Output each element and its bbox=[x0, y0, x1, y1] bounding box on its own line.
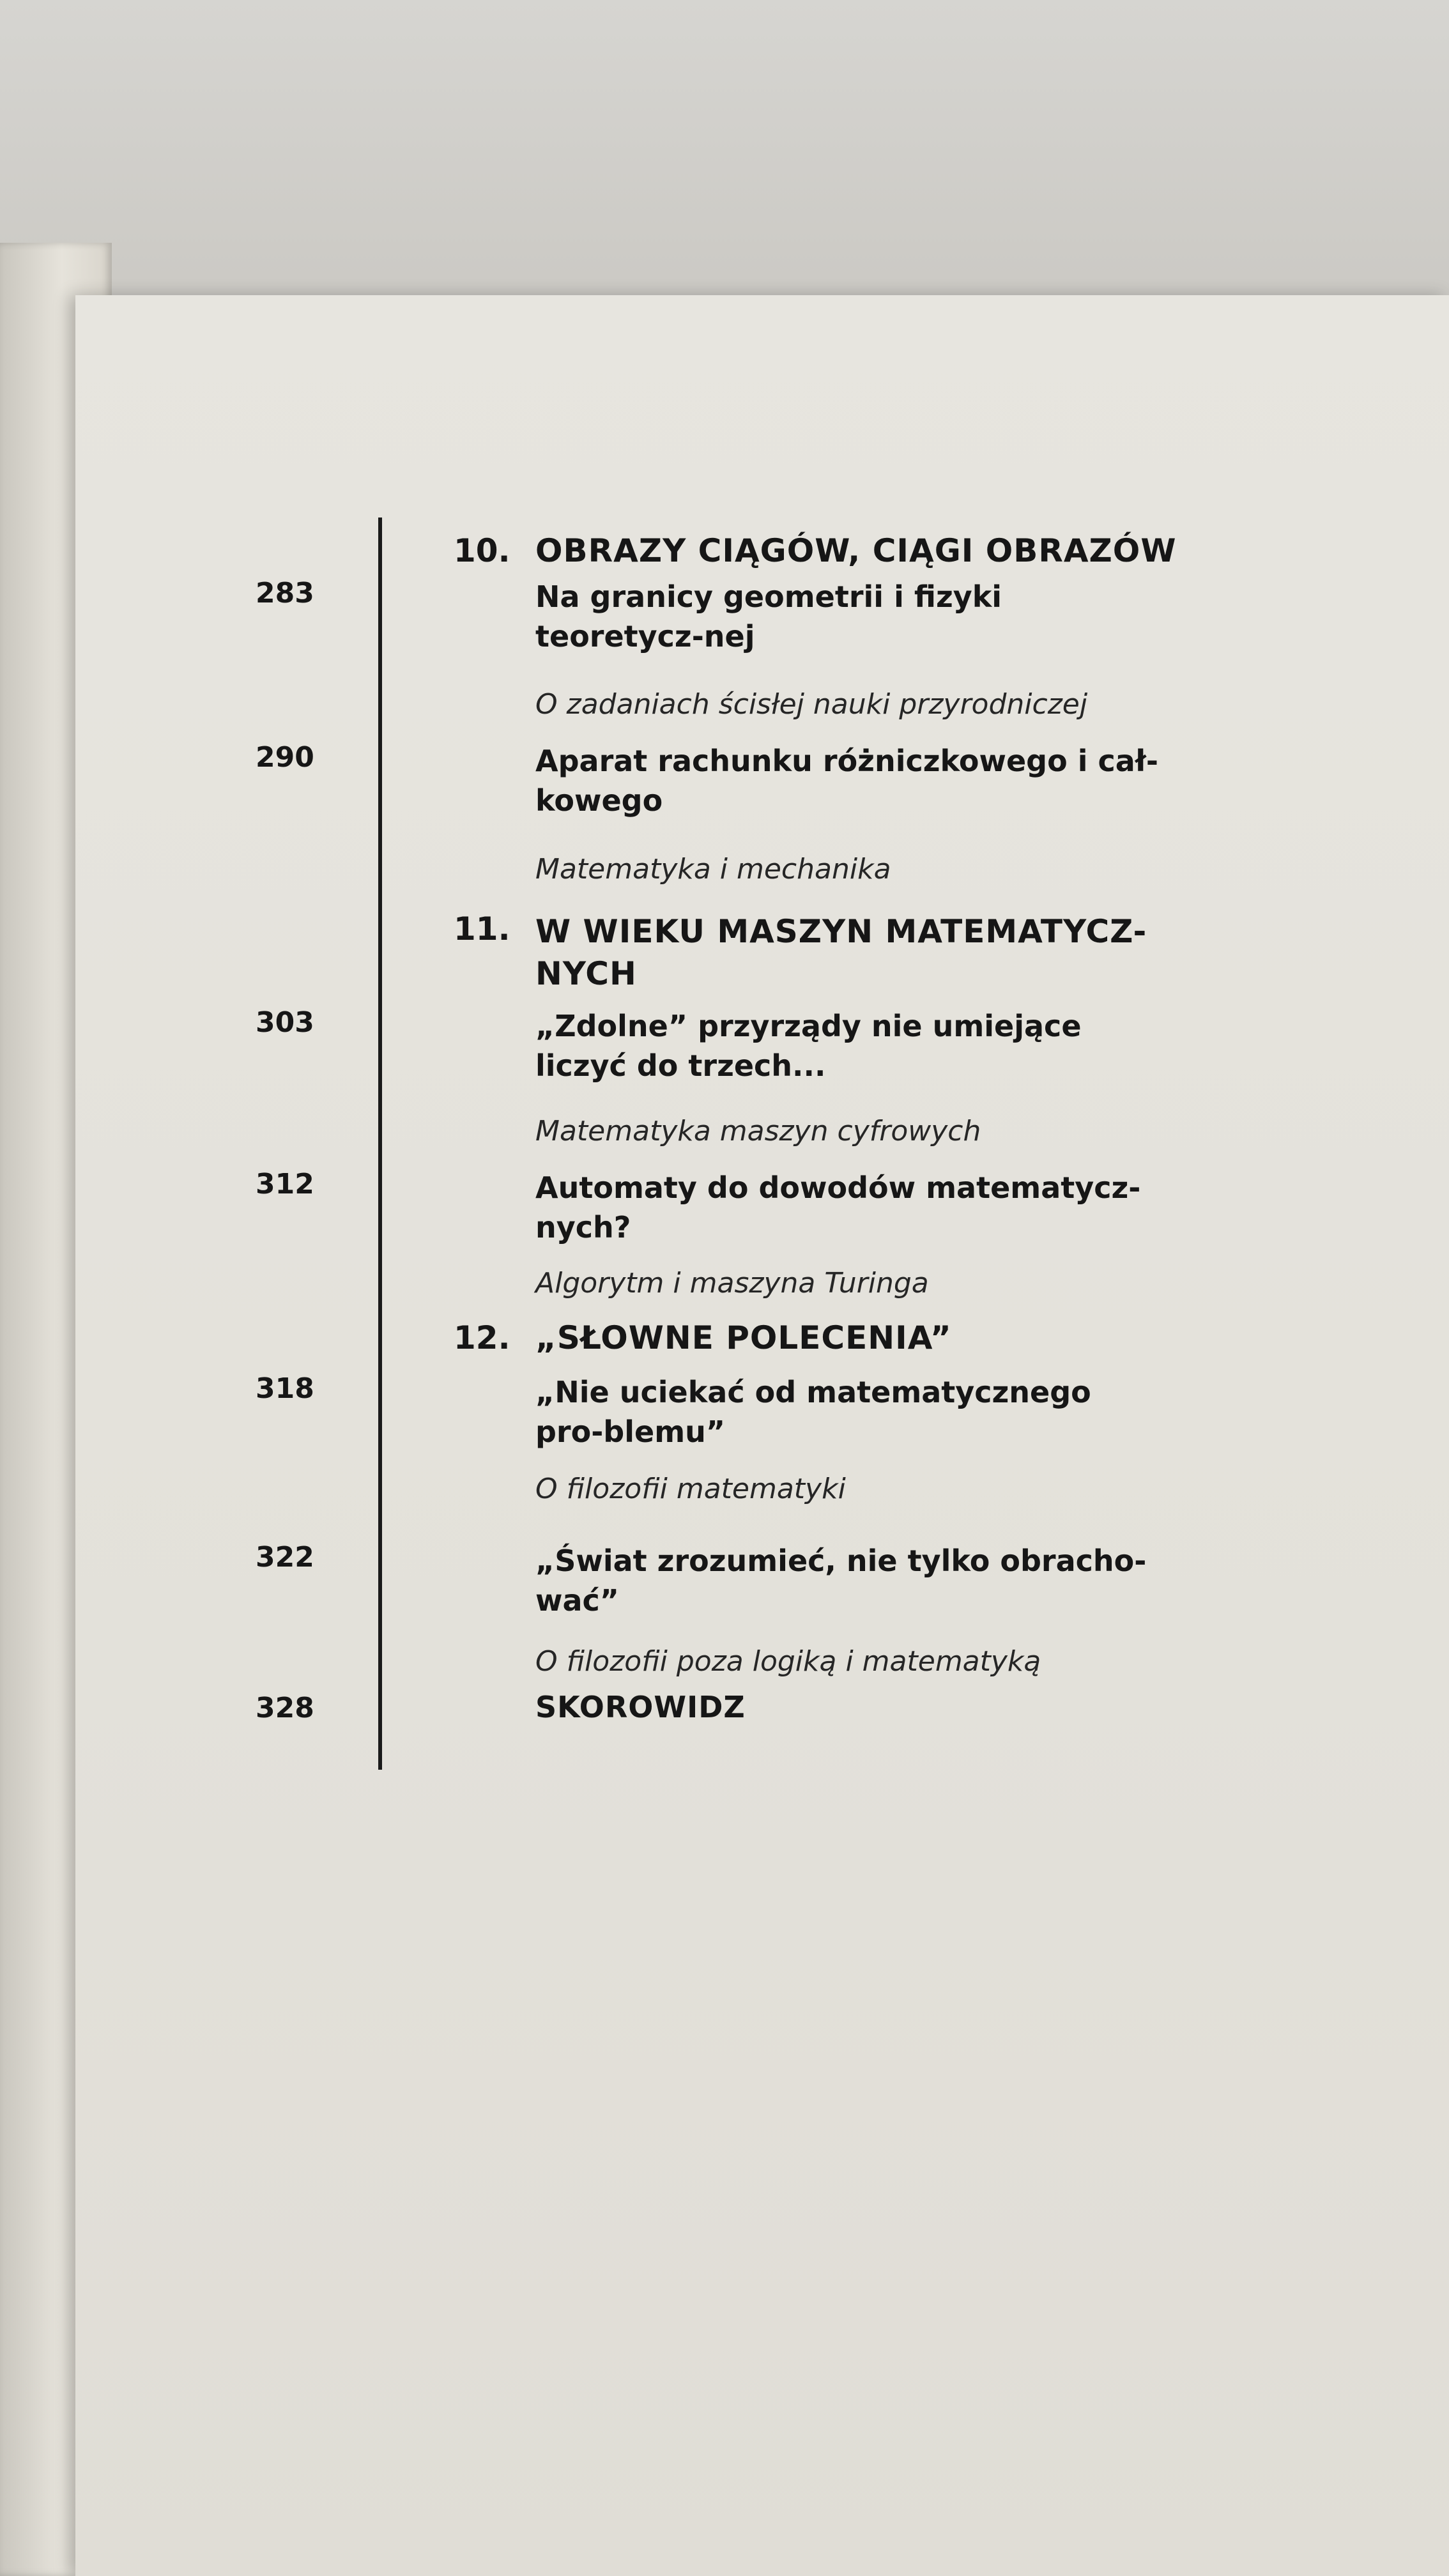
entry-subtitle: O zadaniach ścisłej nauki przyrodniczej bbox=[535, 688, 1088, 721]
chapter-number: 11. bbox=[454, 910, 510, 947]
page-number: 283 bbox=[256, 577, 314, 610]
chapter-title: W WIEKU MASZYN MATEMATYCZ-NYCH bbox=[535, 913, 1147, 992]
entry-title: Automaty do dowodów matematycz-nych? bbox=[535, 1170, 1141, 1245]
chapter-title: „SŁOWNE POLECENIA” bbox=[535, 1319, 952, 1356]
entry-title: Aparat rachunku różniczkowego i cał-kowego bbox=[535, 744, 1158, 818]
entry-title: „Zdolne” przyrządy nie umiejące liczyć do trzech... bbox=[535, 1009, 1082, 1083]
entry-subtitle: Matematyka maszyn cyfrowych bbox=[535, 1115, 981, 1147]
vertical-rule bbox=[378, 518, 382, 1770]
page-number: 328 bbox=[256, 1692, 314, 1724]
chapter-number: 10. bbox=[454, 532, 510, 569]
index-title: SKOROWIDZ bbox=[535, 1690, 746, 1724]
page-number: 303 bbox=[256, 1006, 314, 1039]
entry-title: „Świat zrozumieć, nie tylko obracho-wać” bbox=[535, 1544, 1147, 1618]
entry-subtitle: Algorytm i maszyna Turinga bbox=[535, 1267, 929, 1300]
chapter-title: OBRAZY CIĄGÓW, CIĄGI OBRAZÓW bbox=[535, 532, 1177, 569]
entry-title: Na granicy geometrii i fizyki teoretycz-nej bbox=[535, 579, 1002, 654]
page-number: 318 bbox=[256, 1372, 314, 1405]
entry-subtitle: O filozofii poza logiką i matematyką bbox=[535, 1645, 1041, 1678]
page-number: 312 bbox=[256, 1168, 314, 1200]
entry-subtitle: O filozofii matematyki bbox=[535, 1473, 846, 1505]
entry-subtitle: Matematyka i mechanika bbox=[535, 853, 891, 885]
page-number: 322 bbox=[256, 1541, 314, 1574]
chapter-number: 12. bbox=[454, 1319, 510, 1356]
background-surface bbox=[0, 0, 1449, 300]
entry-title: „Nie uciekać od matematycznego pro-blemu” bbox=[535, 1375, 1091, 1449]
page-number: 290 bbox=[256, 741, 314, 774]
